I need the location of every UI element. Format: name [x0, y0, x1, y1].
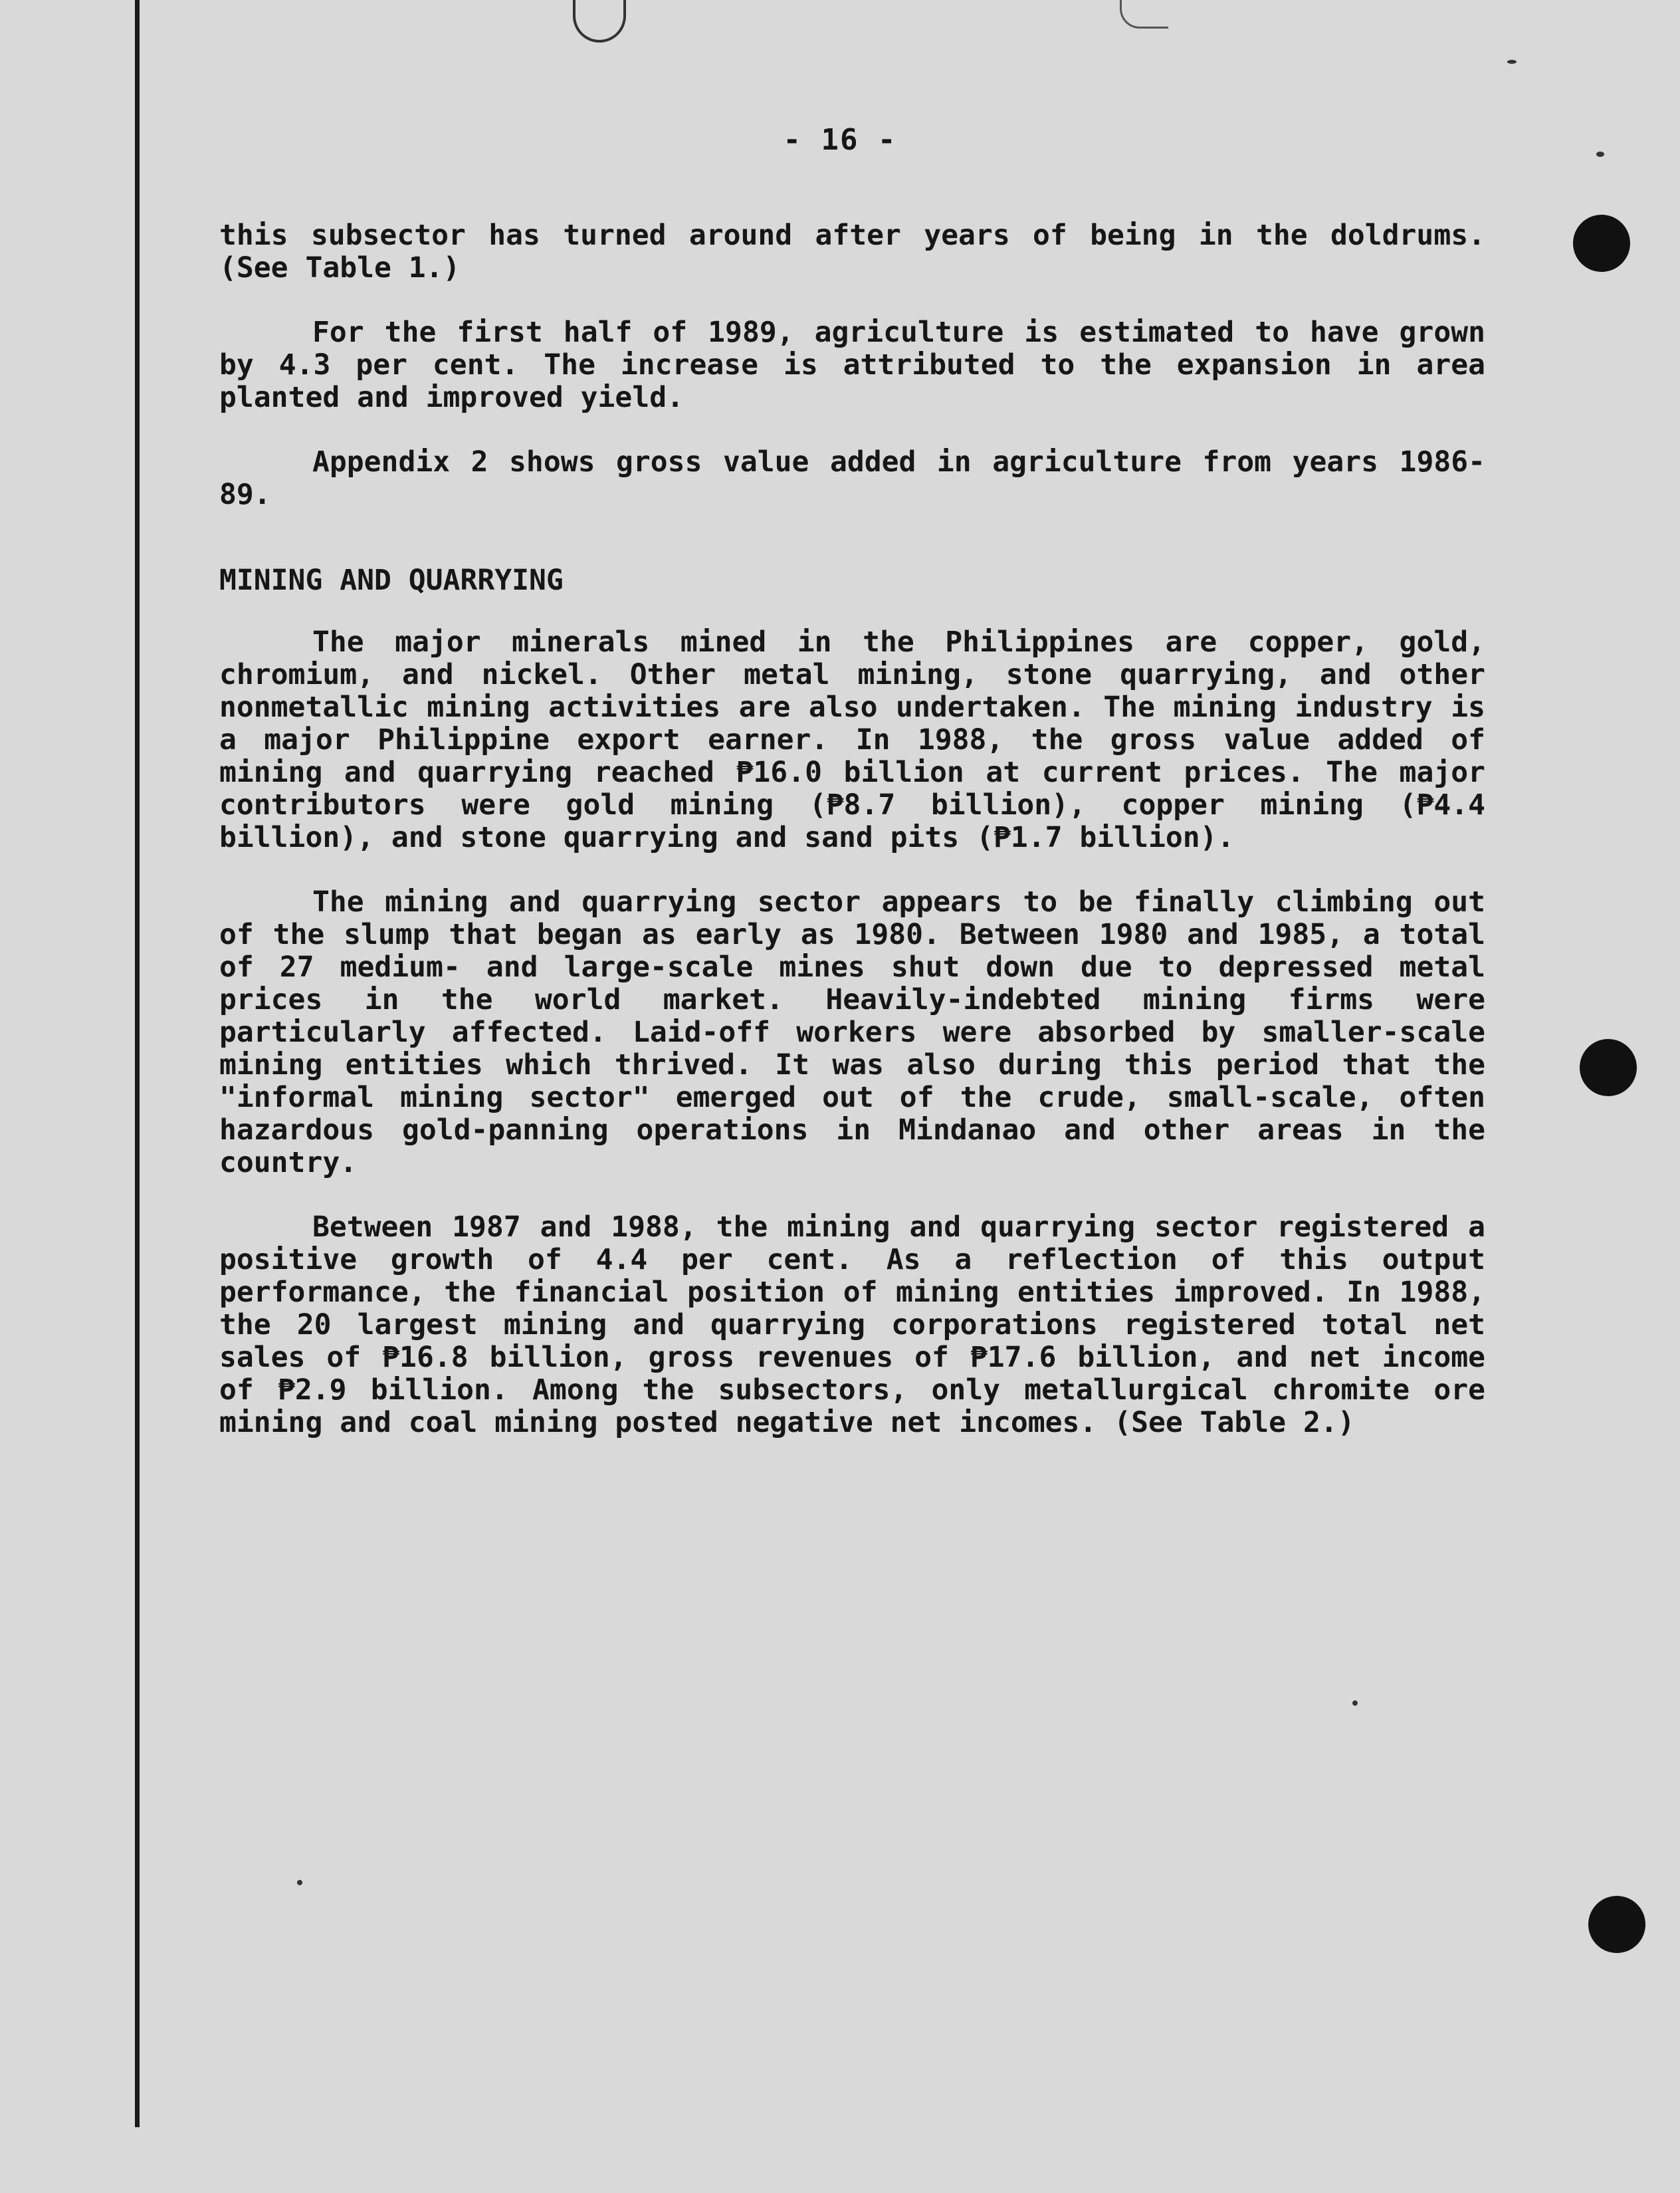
- paragraph-appendix-reference: Appendix 2 shows gross value added in agriculture from years 1986-89.: [219, 445, 1485, 511]
- paragraph-sector-recovery: The mining and quarrying sector appears to be finally climbing out of the slump that began as early as 1980. Between 1980 and 1985, a total of 27 medium- and large-scale mines shut down due to depressed metal prices in the world market. Heavily-indebted mining firms were particularly affected. Laid-off workers were absorbed by smaller-scale mining entities which thrived. It was also during this period that the "informal mining sector" emerged out of the crude, small-scale, often hazardous gold-panning operations in Mindanao and other areas in the country.: [219, 885, 1485, 1179]
- scan-speck: [1352, 1700, 1358, 1706]
- scan-speck: [1507, 60, 1517, 64]
- punch-hole-bottom: [1588, 1896, 1645, 1953]
- page-number: - 16 -: [783, 123, 897, 157]
- section-heading: MINING AND QUARRYING: [219, 564, 564, 597]
- paragraph-continuation: this subsector has turned around after years of being in the doldrums. (See Table 1.): [219, 219, 1485, 285]
- staple-mark: [573, 0, 626, 43]
- paragraph-agriculture-growth: For the first half of 1989, agriculture is estimated to have grown by 4.3 per cent. The increase is attributed to the expansion in area planted and improved yield.: [219, 316, 1485, 414]
- paragraph-major-minerals: The major minerals mined in the Philippines are copper, gold, chromium, and nickel. Other metal mining, stone quarrying, and other nonmetallic mining activities are also undertaken. The mining industry is a major Philippine export earner. In 1988, the gross value added of mining and quarrying reached ₱16.0 billion at current prices. The major contributors were gold mining (₱8.7 billion), copper mining (₱4.4 billion), and stone quarrying and sand pits (₱1.7 billion).: [219, 626, 1485, 854]
- punch-hole-top: [1573, 215, 1630, 272]
- staple-mark-small: [1120, 0, 1168, 29]
- paragraph-sector-growth: Between 1987 and 1988, the mining and quarrying sector registered a positive growth of 4.4 per cent. As a reflection of this output performance, the financial position of mining entities improved. In 1988, the 20 largest mining and quarrying corporations registered total net sales of ₱16.8 billion, gross revenues of ₱17.6 billion, and net income of ₱2.9 billion. Among the subsectors, only metallurgical chromite ore mining and coal mining posted negative net incomes. (See Table 2.): [219, 1211, 1485, 1439]
- binding-margin-line: [135, 0, 140, 2127]
- document-body: [219, 219, 1485, 1471]
- scan-speck: [297, 1880, 302, 1885]
- punch-hole-middle: [1580, 1039, 1637, 1096]
